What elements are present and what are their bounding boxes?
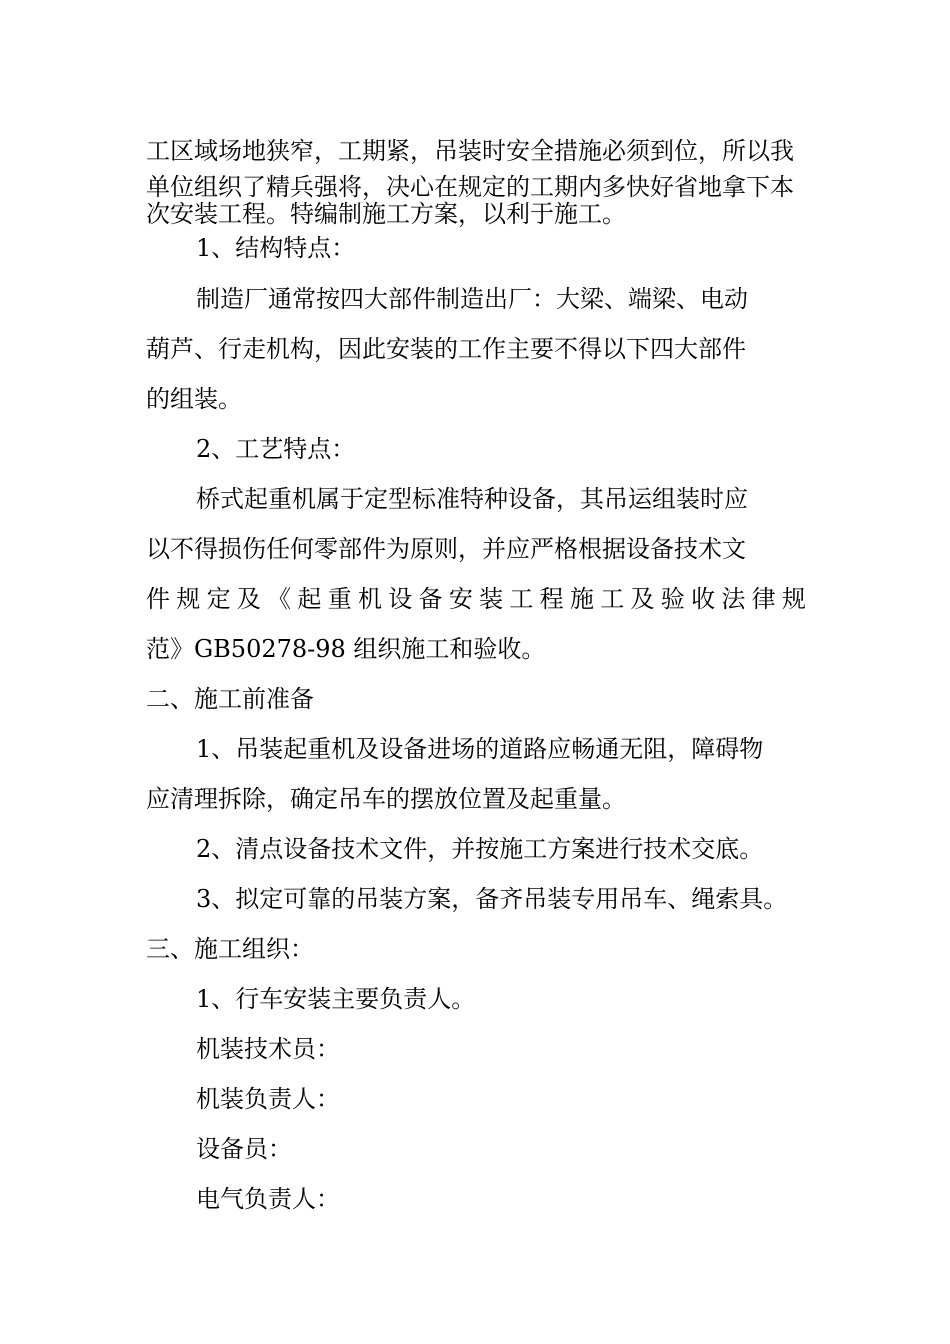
section-heading: 1、结构特点： xyxy=(196,234,356,262)
paragraph-line: 次安装工程。特编制施工方案，以利于施工。 xyxy=(146,200,626,228)
paragraph-line: 3、拟定可靠的吊装方案，备齐吊装专用吊车、绳索具。 xyxy=(196,885,788,913)
paragraph-line: 制造厂通常按四大部件制造出厂：大梁、端梁、电动 xyxy=(196,285,748,313)
paragraph-line: 应清理拆除，确定吊车的摆放位置及起重量。 xyxy=(146,785,626,813)
chapter-heading: 二、施工前准备 xyxy=(146,685,314,713)
paragraph-line: 葫芦、行走机构，因此安装的工作主要不得以下四大部件 xyxy=(146,335,746,363)
paragraph-line: 单位组织了精兵强将，决心在规定的工期内多快好省地拿下本 xyxy=(146,173,794,201)
paragraph-line: 的组装。 xyxy=(146,385,242,413)
paragraph-line: 工区域场地狭窄，工期紧，吊装时安全措施必须到位，所以我 xyxy=(146,137,794,165)
paragraph-line: 1、行车安装主要负责人。 xyxy=(196,985,476,1013)
field-label: 机装技术员： xyxy=(196,1035,340,1063)
paragraph-line: 以不得损伤任何零部件为原则，并应严格根据设备技术文 xyxy=(146,535,746,563)
chapter-heading: 三、施工组织： xyxy=(146,935,314,963)
section-heading: 2、工艺特点： xyxy=(196,435,356,463)
paragraph-line: 1、吊装起重机及设备进场的道路应畅通无阻，障碍物 xyxy=(196,735,764,763)
paragraph-line: 范》GB50278-98 组织施工和验收。 xyxy=(146,635,546,663)
field-label: 电气负责人： xyxy=(196,1185,340,1213)
paragraph-line: 桥式起重机属于定型标准特种设备，其吊运组装时应 xyxy=(196,485,748,513)
paragraph-line: 2、清点设备技术文件，并按施工方案进行技术交底。 xyxy=(196,835,764,863)
field-label: 机装负责人： xyxy=(196,1085,340,1113)
field-label: 设备员： xyxy=(196,1135,292,1163)
paragraph-line-justified: 件 规 定 及 《 起 重 机 设 备 安 装 工 程 施 工 及 验 收 法 律 规 xyxy=(146,585,806,613)
